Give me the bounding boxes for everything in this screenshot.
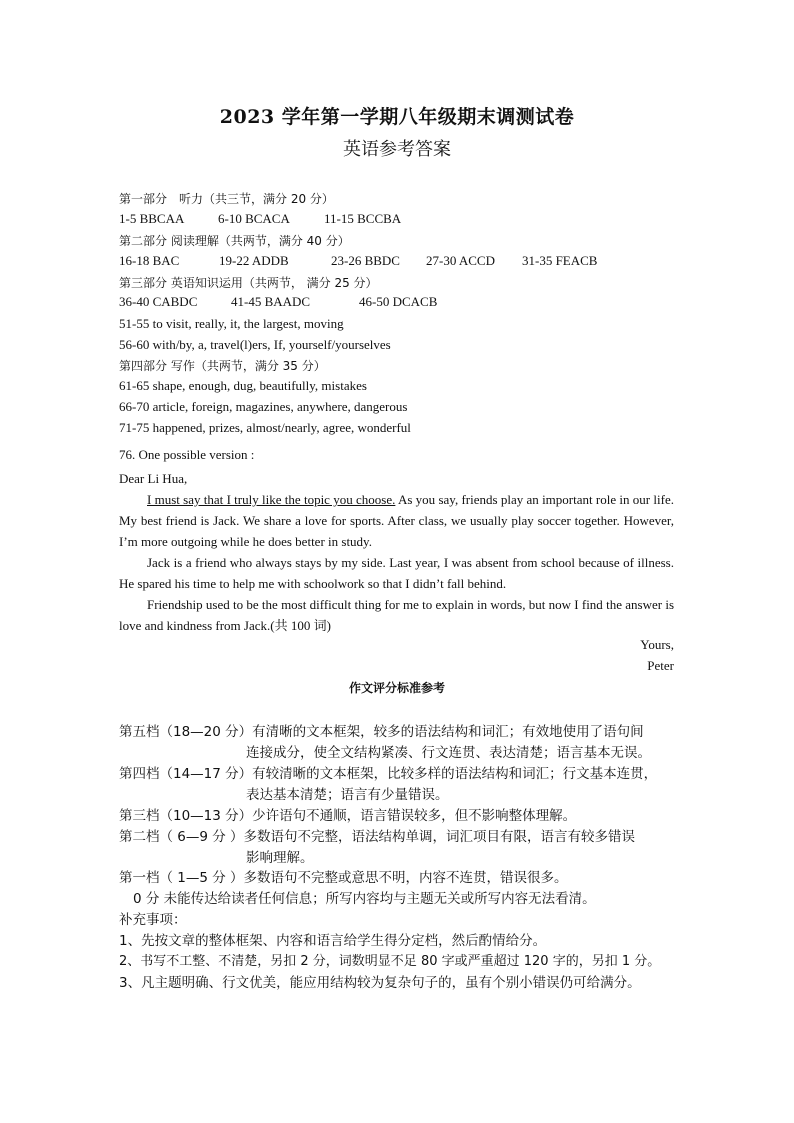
rubric-level5-line1: 第五档（18—20 分）有清晰的文本框架，较多的语法结构和词汇；有效地使用了语句间 [119,724,644,740]
answer-11-15: 11-15 BCCBA [324,211,402,226]
answer-line-61-65: 61-65 shape, enough, dug, beautifully, mistakes [119,378,367,393]
answer-line-66-70: 66-70 article, foreign, magazines, anywhere, dangerous [119,399,408,414]
rubric-level2-line1: 第二档（ 6—9 分 ）多数语句不完整，语法结构单调，词汇项目有限，语言有较多错误 [119,829,636,845]
essay-label: 76. One possible version : [119,447,255,462]
essay-greeting: Dear Li Hua, [119,471,188,486]
answer-27-30: 27-30 ACCD [426,253,495,268]
page-subtitle: 英语参考答案 [343,139,451,160]
essay-underlined-sentence: I must say that I truly like the topic you choose. [147,492,396,507]
essay-paragraph-3: Friendship used to be the most difficult thing for me to explain in words, but now I find the answer is love and kindness from Jack.(共 100 词) [119,597,674,633]
rubric-level4-line2: 表达基本清楚；语言有少量错误。 [246,787,449,803]
rubric-note-2: 2、书写不工整、不清楚，另扣 2 分，词数明显不足 80 字或严重超过 120 字的，另扣 1 分。 [119,954,661,969]
rubric-heading: 作文评分标准参考 [348,681,445,695]
page-title: 2023 学年第一学期八年级期末调测试卷 [219,106,575,128]
answer-6-10: 6-10 BCACA [218,211,290,226]
rubric-level1: 第一档（ 1—5 分 ）多数语句不完整或意思不明，内容不连贯，错误很多。 [119,870,568,886]
answer-19-22: 19-22 ADDB [219,253,289,268]
answer-line-56-60: 56-60 with/by, a, travel(l)ers, If, yourself/yourselves [119,337,391,352]
answer-row-1 [119,211,674,227]
section-heading-part2: 第二部分 阅读理解（共两节，满分 40 分） [119,234,350,248]
rubric-notes-heading: 补充事项： [119,912,187,928]
answer-16-18: 16-18 BAC [119,253,180,268]
answer-line-51-55: 51-55 to visit, really, it, the largest, moving [119,316,344,331]
answer-36-40: 36-40 CABDC [119,294,198,309]
rubric-level2-line2: 影响理解。 [246,850,314,866]
answer-row-3 [119,294,674,310]
rubric-note-3: 3、凡主题明确、行文优美，能应用结构较为复杂句子的，虽有个别小错误仍可给满分。 [119,975,641,991]
answer-1-5: 1-5 BBCAA [119,211,185,226]
rubric-level5-line2: 连接成分，使全文结构紧凑、行文连贯、表达清楚；语言基本无误。 [246,745,651,761]
essay-closing: Yours, [640,637,674,652]
rubric-level0: 0 分 未能传达给读者任何信息；所写内容均与主题无关或所写内容无法看清。 [133,891,596,907]
essay-signature: Peter [647,658,674,673]
answer-46-50: 46-50 DCACB [359,294,438,309]
rubric-note-1: 1、先按文章的整体框架、内容和语言给学生得分定档，然后酌情给分。 [119,933,547,949]
essay-paragraph-1-text: As you say, friends play an important role in our life. My best friend is Jack. We share a love for sports. After class, we usually play soccer together. However, I’m more outgoing while he does better in study. [119,492,674,549]
essay-paragraph-1 [119,489,674,552]
answer-23-26: 23-26 BBDC [331,253,400,268]
section-heading-part4: 第四部分 写作（共两节，满分 35 分） [119,359,326,373]
answer-row-2 [119,253,674,269]
answer-line-71-75: 71-75 happened, prizes, almost/nearly, agree, wonderful [119,420,411,435]
rubric-level4-line1: 第四档（14—17 分）有较清晰的文本框架，比较多样的语法结构和词汇；行文基本连贯， [119,766,658,782]
section-heading-part3: 第三部分 英语知识运用（共两节， 满分 25 分） [119,276,378,290]
section-heading-part1: 第一部分 听力（共三节，满分 20 分） [119,192,334,206]
rubric-level3: 第三档（10—13 分）少许语句不通顺，语言错误较多，但不影响整体理解。 [119,808,577,824]
answer-41-45: 41-45 BAADC [231,294,311,309]
answer-31-35: 31-35 FEACB [522,253,598,268]
essay-paragraph-2: Jack is a friend who always stays by my side. Last year, I was absent from school because of illness. He spared his time to help me with schoolwork so that I didn’t fall behind. [119,555,674,591]
